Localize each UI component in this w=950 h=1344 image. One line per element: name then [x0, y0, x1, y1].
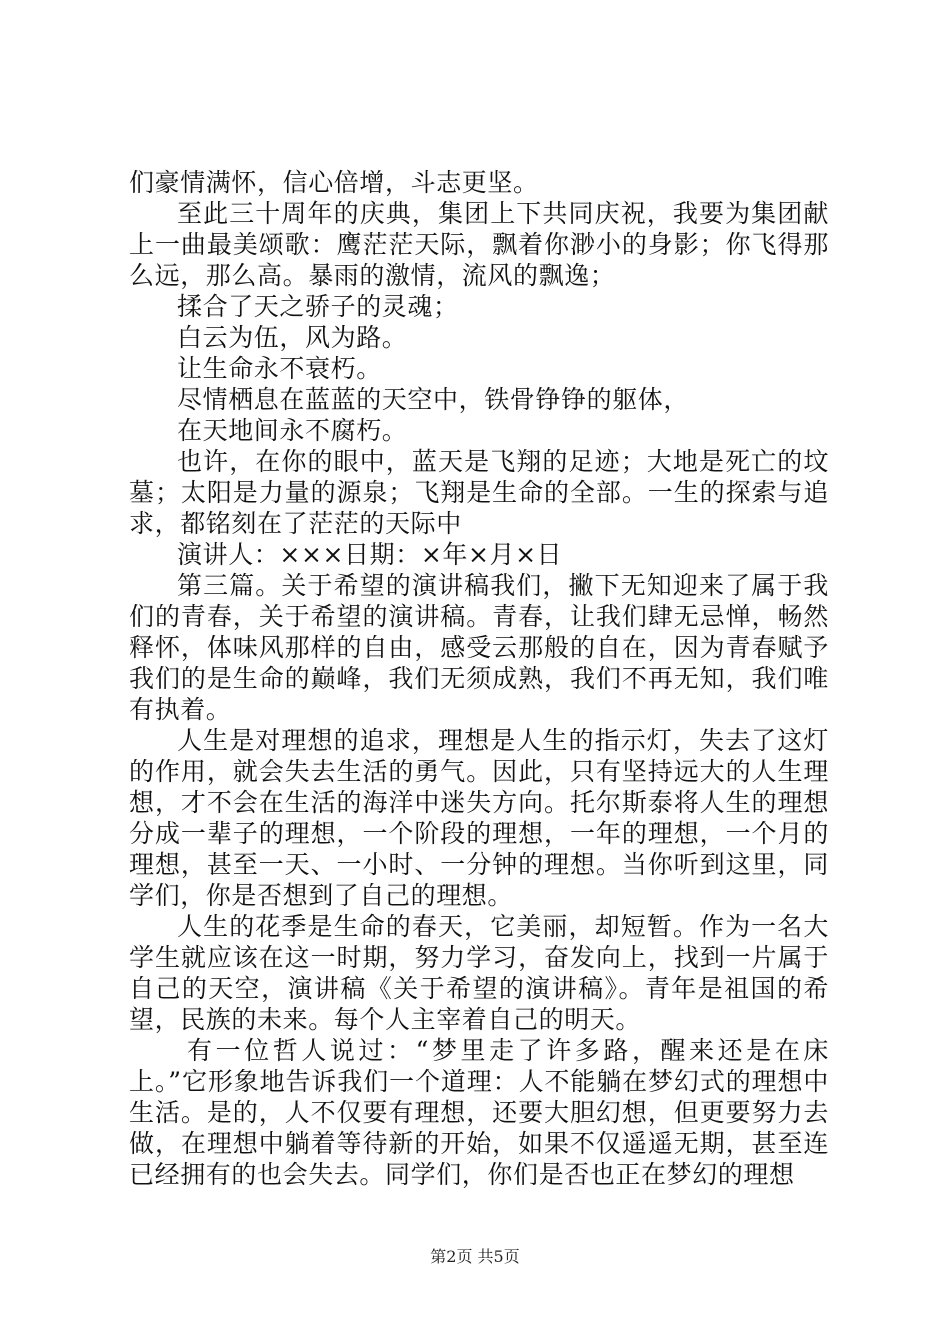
paragraph-13: 有一位哲人说过：“梦里走了许多路，醒来还是在床上。”它形象地告诉我们一个道理：人不能躺在梦幻式的理想中生活。是的，人不仅要有理想，还要大胆幻想，但更要努力去做，在理想中躺着等待新的开始，如果不仅遥遥无期，甚至连已经拥有的也会失去。同学们，你们是否也正在梦幻的理想 [129, 1036, 829, 1189]
speaker-line: 演讲人：×××日期：×年×月×日 [177, 540, 563, 569]
page-number-footer: 第2页 共5页 [430, 1247, 520, 1266]
paragraph-12: 人生的花季是生命的春天，它美丽，却短暂。作为一名大学生就应该在这一时期，努力学习，奋发向上，找到一片属于自己的天空，演讲稿《关于希望的演讲稿》。青年是祖国的希望，民族的未来。每个人主宰着自己的明天。 [129, 912, 829, 1034]
paragraph-8: 也许，在你的眼中，蓝天是飞翔的足迹；大地是死亡的坟墓；太阳是力量的源泉；飞翔是生命的全部。一生的探索与追求，都铭刻在了茫茫的天际中 [129, 447, 829, 538]
paragraph-10: 第三篇。关于希望的演讲稿我们，撇下无知迎来了属于我们的青春，关于希望的演讲稿。青春，让我们肆无忌惮，畅然释怀，体味风那样的自由，感受云那般的自在，因为青春赋予我们的是生命的巅峰，我们无须成熟，我们不再无知，我们唯有执着。 [129, 571, 829, 724]
paragraph-11: 人生是对理想的追求，理想是人生的指示灯，失去了这灯的作用，就会失去生活的勇气。因此，只有坚持远大的人生理想，才不会在生活的海洋中迷失方向。托尔斯泰将人生的理想分成一辈子的理想，一个阶段的理想，一年的理想，一个月的理想，甚至一天、一小时、一分钟的理想。当你听到这里，同学们，你是否想到了自己的理想。 [129, 726, 829, 910]
paragraph-7: 在天地间永不腐朽。 [177, 416, 408, 445]
paragraph-6: 尽情栖息在蓝蓝的天空中，铁骨铮铮的躯体， [177, 385, 690, 414]
paragraph-5: 让生命永不衰朽。 [177, 354, 382, 383]
paragraph-1: 们豪情满怀，信心倍增，斗志更坚。 [129, 168, 539, 197]
paragraph-3: 揉合了天之骄子的灵魂； [177, 292, 459, 321]
paragraph-4: 白云为伍，风为路。 [177, 323, 408, 352]
paragraph-2: 至此三十周年的庆典，集团上下共同庆祝，我要为集团献上一曲最美颂歌：鹰茫茫天际，飘着你渺小的身影；你飞得那么远，那么高。暴雨的激情，流风的飘逸； [129, 199, 829, 290]
document-body [129, 167, 829, 1190]
